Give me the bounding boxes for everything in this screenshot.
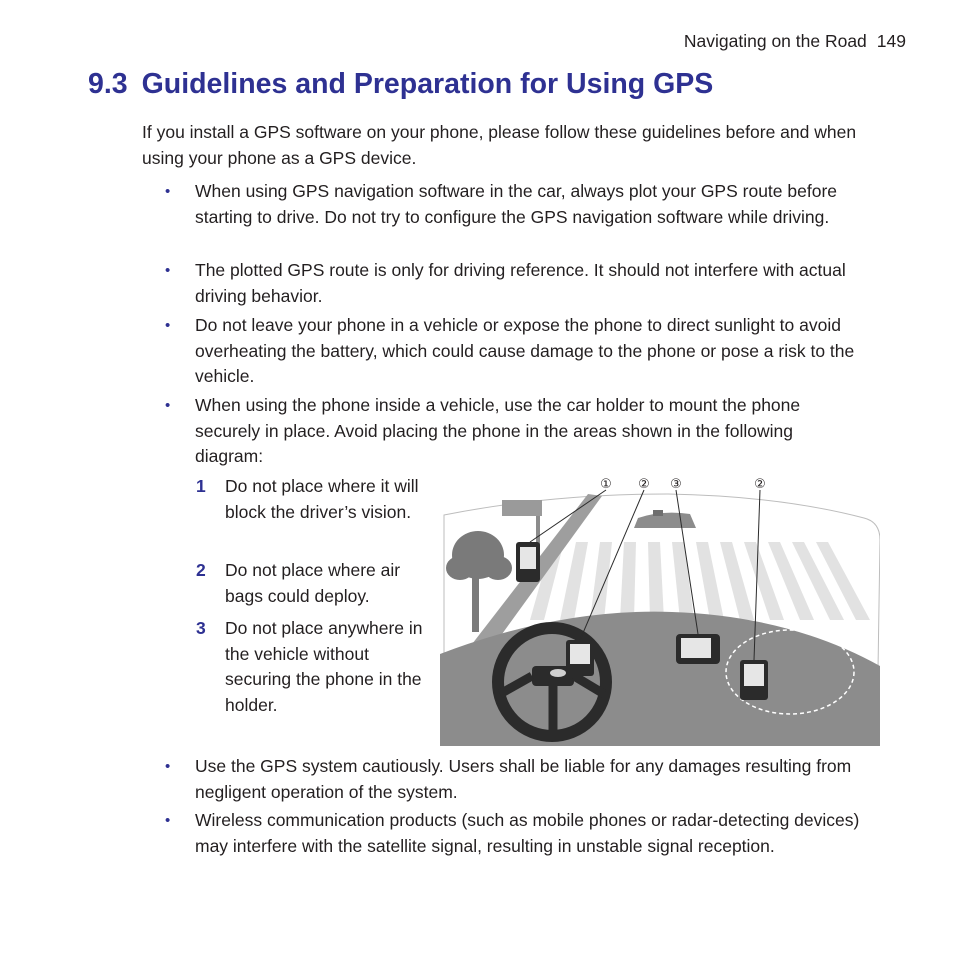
- bullet-marker: •: [165, 262, 171, 279]
- phone-windshield: [516, 542, 540, 582]
- running-header: [684, 31, 906, 52]
- item-text: Do not place anywhere in the vehicle without securing the phone in the holder.: [225, 618, 423, 715]
- bullet-item: [165, 808, 885, 859]
- section-title-text: Guidelines and Preparation for Using GPS: [141, 68, 714, 100]
- numbered-item: [196, 558, 436, 609]
- bullet-marker: •: [165, 317, 171, 334]
- bullet-item: [165, 179, 885, 230]
- phone-steering: [566, 640, 594, 676]
- item-number: 2: [196, 560, 206, 580]
- bullet-text: The plotted GPS route is only for driving reference. It should not interfere with actual driving behavior.: [195, 260, 846, 306]
- bullet-marker: •: [165, 397, 171, 414]
- phone-dashboard: [676, 634, 720, 664]
- bullet-text: Use the GPS system cautiously. Users shall be liable for any damages resulting from negligent operation of the system.: [195, 756, 852, 802]
- item-number: 3: [196, 618, 206, 638]
- bullet-text: When using the phone inside a vehicle, use the car holder to mount the phone securely in place. Avoid placing the phone in the areas shown in the following diagram:: [195, 395, 801, 466]
- phone-airbag: [740, 660, 768, 700]
- page-number: 149: [876, 31, 906, 51]
- bullet-item: [165, 393, 860, 470]
- bullet-text: When using GPS navigation software in the car, always plot your GPS route before starting to drive. Do not try to configure the GPS navigation software while driving.: [195, 181, 838, 227]
- bullet-item: [165, 754, 885, 805]
- bullet-item: [165, 258, 885, 309]
- chapter-title: Navigating on the Road: [683, 31, 867, 51]
- section-heading: [88, 68, 713, 101]
- item-text: Do not place where air bags could deploy.: [225, 560, 401, 606]
- item-number: 1: [196, 476, 206, 496]
- callout-2: ②: [638, 477, 650, 492]
- callout-3: ③: [670, 477, 682, 492]
- callout-1: ①: [600, 477, 612, 492]
- bullet-text: Do not leave your phone in a vehicle or expose the phone to direct sunlight to avoid overheating the battery, which could cause damage to the phone or pose a risk to the vehicle.: [195, 315, 855, 386]
- car-interior-diagram: [440, 470, 880, 746]
- numbered-item: [196, 474, 436, 525]
- bullet-marker: •: [165, 758, 171, 775]
- bullet-marker: •: [165, 812, 171, 829]
- callout-2-airbag: ②: [754, 477, 766, 492]
- intro-paragraph: If you install a GPS software on your phone, please follow these guidelines before and when using your phone as a GPS device.: [142, 122, 857, 168]
- bullet-item: [165, 313, 885, 390]
- section-number: 9.3: [88, 68, 128, 100]
- item-text: Do not place where it will block the driver’s vision.: [225, 476, 419, 522]
- bullet-text: Wireless communication products (such as mobile phones or radar-detecting devices) may interfere with the satellite signal, resulting in unstable signal reception.: [195, 810, 860, 856]
- bullet-marker: •: [165, 183, 171, 200]
- numbered-item: [196, 616, 436, 718]
